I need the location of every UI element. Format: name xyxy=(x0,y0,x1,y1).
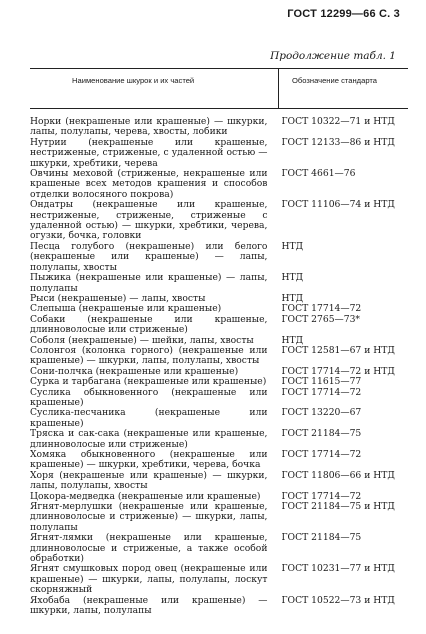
table-row xyxy=(30,502,408,533)
material-name: Норки (некрашеные или крашеные) — шкурки, лапы, полулапы, черева, хвосты, лобики xyxy=(30,116,268,138)
standard-code: ГОСТ 2765—73* xyxy=(281,313,361,325)
standard-code: ГОСТ 11106—74 и НТД xyxy=(281,199,395,211)
standard-code: ГОСТ 12133—86 и НТД xyxy=(281,136,395,148)
standard-code: ГОСТ 17714—72 и НТД xyxy=(281,365,395,377)
material-name: Слепыша (некрашеные или крашеные) xyxy=(30,303,222,315)
material-name: Песца голубого (некрашеные) или белого (некрашеные или крашеные) — лапы, полулапы, хвосты xyxy=(30,240,268,273)
table-row xyxy=(30,429,408,450)
table-row xyxy=(30,200,408,242)
standard-code: ГОСТ 12581—67 и НТД xyxy=(281,344,395,356)
table-continuation-label: Продолжение табл. 1 xyxy=(270,50,396,62)
material-name: Сони-полчка (некрашеные или крашеные) xyxy=(30,365,239,377)
table-row xyxy=(30,242,408,273)
table-row xyxy=(30,117,408,138)
table-row xyxy=(30,471,408,492)
material-name: Хоря (некрашеные или крашеные) — шкурки, лапы, полулапы, хвосты xyxy=(30,469,268,492)
material-name: Суслика обыкновенного (некрашеные или крашеные) xyxy=(30,386,268,408)
table-row xyxy=(30,315,408,336)
material-name: Овчины меховой (стриженые, некрашеные или крашеные всех методов крашения и способов отделки волосяного покрова) xyxy=(30,168,268,200)
standard-code: НТД xyxy=(281,334,304,346)
material-name: Соболя (некрашеные) — шейки, лапы, хвосты xyxy=(30,334,254,346)
table-row xyxy=(30,346,408,367)
table-row xyxy=(30,273,408,294)
standard-code: ГОСТ 10231—77 и НТД xyxy=(281,563,395,575)
material-name: Цокора-медведка (некрашеные или крашеные) xyxy=(30,490,261,502)
material-name: Пыжика (некрашеные или крашеные) — лапы, полулапы xyxy=(30,272,268,294)
column-header-standard: Обозначение стандарта xyxy=(292,76,378,85)
standard-code: ГОСТ 17714—72 xyxy=(281,386,362,398)
table-row xyxy=(30,138,408,169)
table-row xyxy=(30,450,408,471)
standard-code: ГОСТ 4661—76 xyxy=(281,168,356,180)
table-row xyxy=(30,533,408,564)
standard-code: НТД xyxy=(281,240,304,252)
material-name: Ягнят-мерлушки (некрашеные или крашеные, длинноволосые и стриженые) — шкурки, лапы, полулапы xyxy=(30,501,268,533)
material-name: Рыси (некрашеные) — лапы, хвосты xyxy=(30,292,206,304)
standard-code: ГОСТ 13220—67 xyxy=(281,407,362,419)
standard-code: ГОСТ 10322—71 и НТД xyxy=(281,116,395,127)
standard-code: ГОСТ 21184—75 xyxy=(281,428,362,440)
table-row xyxy=(30,408,408,429)
standard-code: НТД xyxy=(281,292,304,304)
table-body xyxy=(30,117,408,617)
table-header-rule xyxy=(30,108,408,109)
standard-code: ГОСТ 10522—73 и НТД xyxy=(281,594,395,606)
table-top-rule xyxy=(30,68,408,69)
material-name: Солонгоя (колонка горного) (некрашеные или крашеные) — шкурки, лапы, полулапы, хвосты xyxy=(30,344,268,367)
material-name: Сурка и тарбагана (некрашеные или крашеные) xyxy=(30,376,267,388)
standard-code: ГОСТ 21184—75 xyxy=(281,532,362,544)
table-row xyxy=(30,388,408,409)
material-name: Собаки (некрашеные или крашеные, длинноволосые или стриженые) xyxy=(30,313,268,336)
material-name: Ягнят-лямки (некрашеные или крашеные, длинноволосые и стриженые, а также особой обработки) xyxy=(30,532,268,565)
standard-code: ГОСТ 11806—66 и НТД xyxy=(281,469,395,481)
standard-code: ГОСТ 17714—72 xyxy=(281,303,362,315)
column-divider xyxy=(278,68,279,108)
table-row xyxy=(30,377,408,387)
page-header: ГОСТ 12299—66 С. 3 xyxy=(287,8,400,20)
material-name: Ондатры (некрашеные или крашеные, нестриженые, стриженые, стриженые с удаленной остью) — шкурки, хребтики, черева, огузки, бочка, головки xyxy=(30,199,268,242)
column-header-name: Наименование шкурок и их частей xyxy=(72,76,195,85)
standard-code: НТД xyxy=(281,272,304,284)
material-name: Нутрии (некрашеные или крашеные, нестриженые, стриженые, с удаленной остью — шкурки, хребтики, черева xyxy=(30,136,268,169)
material-name: Ягнят смушковых пород овец (некрашеные или крашеные) — шкурки, лапы, полулапы, лоскут скорняжный xyxy=(30,563,268,596)
standard-code: ГОСТ 21184—75 и НТД xyxy=(281,501,395,513)
material-name: Хомяка обыкновенного (некрашеные или крашеные) — шкурки, хребтики, черева, бочка xyxy=(30,449,268,471)
table-row xyxy=(30,564,408,595)
table-row xyxy=(30,169,408,200)
material-name: Тряска и сак-сака (некрашеные или крашеные, длинноволосые или стриженые) xyxy=(30,428,268,450)
standard-code: ГОСТ 17714—72 xyxy=(281,490,362,502)
standard-code: ГОСТ 17714—72 xyxy=(281,449,362,460)
material-name: Суслика-песчаника (некрашеные или крашеные) xyxy=(30,407,268,429)
standard-code: ГОСТ 11615—77 xyxy=(281,376,362,388)
table-row xyxy=(30,596,408,617)
material-name: Яхобаба (некрашеные или крашеные) — шкурки, лапы, полулапы xyxy=(30,594,268,617)
